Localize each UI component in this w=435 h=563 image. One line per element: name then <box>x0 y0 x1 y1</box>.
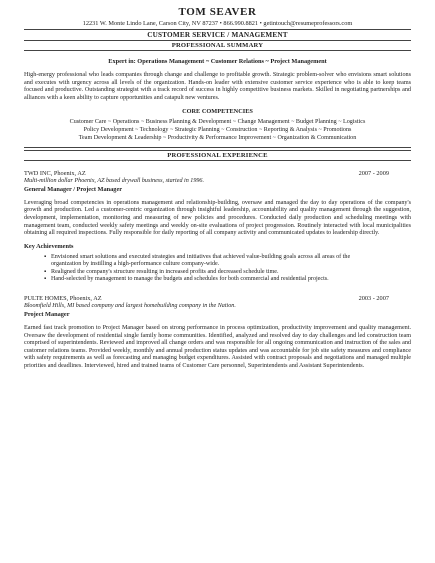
job-title: Project Manager <box>24 310 70 318</box>
list-item: ▪ Realigned the company's structure resulting in increased profits and decreased schedule time. <box>44 268 279 275</box>
competency-line: Team Development & Leadership ~ Productivity & Performance Improvement ~ Organization & Communication <box>78 134 357 141</box>
list-item: ▪ Hand-selected by management to manage the budgets and schedules for both commercial and residential projects. <box>44 275 329 282</box>
list-item: ▪ Envisioned smart solutions and executed strategies and initiatives that achieved value-building goals across all areas of the organization by instilling a high-performance culture company-wide. <box>44 253 351 268</box>
resume-headline: CUSTOMER SERVICE / MANAGEMENT <box>147 31 288 39</box>
bullet-icon: ▪ <box>44 253 47 260</box>
job-summary: Leveraging broad competencies in operations management and relationship-building, oversaw and managed the day to day operations of the company's growth and production. Led a customer-centric organization through insightful leadership, accountability and quality management through the suggestion, development, implementation, monitoring and measuring of new policies and procedures. Conducted daily production and scheduling meetings with management team, conducted weekly safety meetings and weekly on-site evaluations of project progression. Routinely interacted with local municipalities obtaining all required inspections. Fully responsible for daily reporting of all company activity and communicated updates to leadership directly. <box>24 199 411 237</box>
summary-paragraph: High-energy professional who leads companies through change and challenge to profitable growth. Strategic problem-solver who envisions smart solutions and executes with urgency across all levels of the organization. Hands-on leader with extensive customer service experience who is able to keep teams focused and productive. Outstanding strategist with a track record of success in highly competitive business markets. Skilled in negotiating partnerships and alliances with a keen ability to capture opportunities and catapult new ventures. <box>24 72 411 101</box>
company-description: Bloomfield Hills, MI based company and largest homebuilding company in the Nation. <box>24 303 236 310</box>
section-heading-summary: PROFESSIONAL SUMMARY <box>24 40 411 51</box>
job-entry <box>24 295 411 370</box>
candidate-name: TOM SEAVER <box>178 6 257 18</box>
competency-line: Customer Care ~ Operations ~ Business Planning & Development ~ Change Management ~ Budget Planning ~ Logistics <box>69 119 366 126</box>
job-summary: Earned fast track promotion to Project Manager based on strong performance in process optimization, productivity improvement and quality management. Oversaw the development of residential single family home communities. Identified, analyzed and resolved day to day challenges and led construction team comprised of superintendents. Reviewed and improved all change orders and was responsible for all ongoing communication and instruction of the sales and customer relations teams. Provided weekly, monthly and annual production status updates and was accountable for job site safety measures and compliance with safety requirements as well as forecasting and managing budget expenditures. Assisted with contract proposals and negotiations and managed multiple priorities and deadlines. Interviewed, hired and trained teams of Customer Care personnel, Superintendents and Assistant Superintendents. <box>24 324 411 369</box>
job-header <box>24 170 411 178</box>
achievements-label: Key Achievements <box>24 242 74 250</box>
job-title: General Manager / Project Manager <box>24 185 123 193</box>
contact-line: 12231 W. Monte Lindo Lane, Carson City, NV 87237 • 866.990.8821 • getintouch@resumeprofessors.com <box>82 20 353 27</box>
job-entry <box>24 170 411 283</box>
achievements-list <box>44 254 411 284</box>
competencies-heading: CORE COMPETENCIES <box>182 108 253 116</box>
job-dates: 2007 - 2009 <box>358 170 389 178</box>
company-name: PULTE HOMES, Phoenix, AZ <box>24 295 102 303</box>
section-divider <box>24 147 411 148</box>
company-name: TWD INC, Phoenix, AZ <box>24 170 86 178</box>
expertise-line: Expert in: Operations Management ~ Customer Relations ~ Project Management <box>108 58 327 65</box>
company-description: Multi-million dollar Phoenix, AZ based drywall business, started in 1996. <box>24 178 204 185</box>
bullet-icon: ▪ <box>44 275 47 282</box>
bullet-icon: ▪ <box>44 268 47 275</box>
section-heading-experience: PROFESSIONAL EXPERIENCE <box>24 150 411 161</box>
job-dates: 2003 - 2007 <box>358 295 389 303</box>
competency-line: Policy Development ~ Technology ~ Strategic Planning ~ Construction ~ Reporting & Analysis ~ Promotions <box>83 126 352 133</box>
